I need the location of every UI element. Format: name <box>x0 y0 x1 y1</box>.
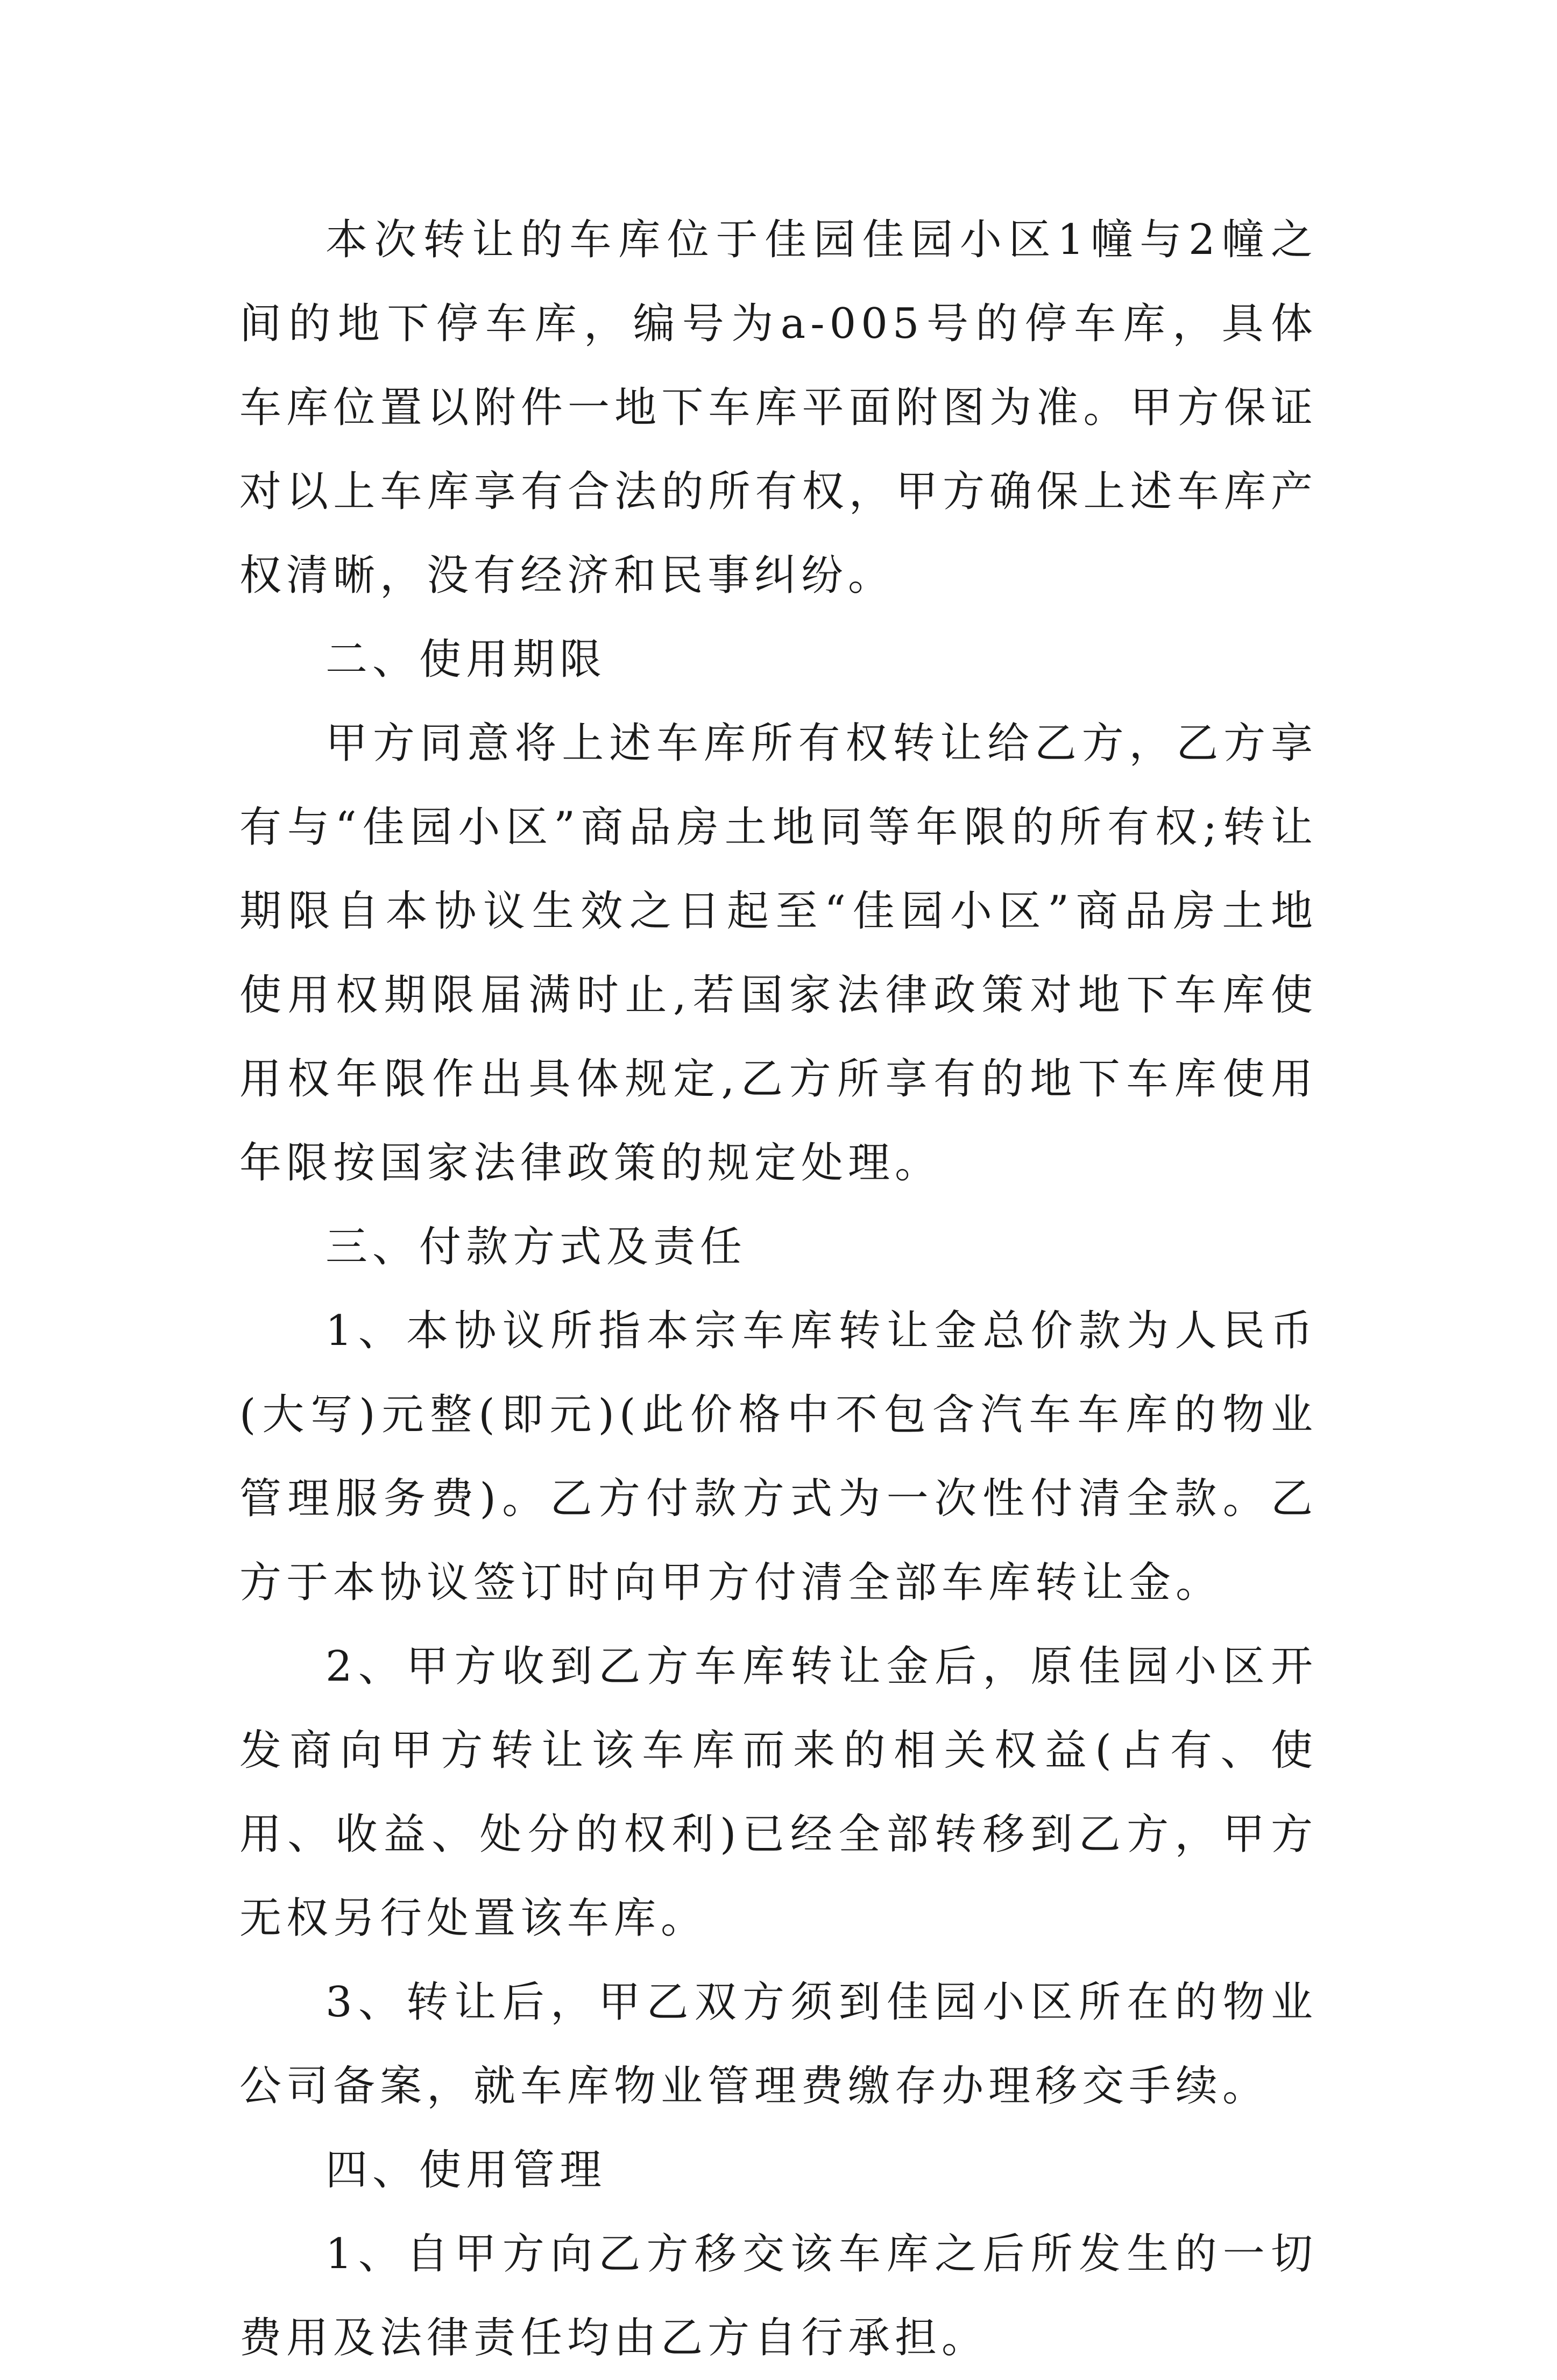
paragraph-usage-management-costs: 1、自甲方向乙方移交该车库之后所发生的一切费用及法律责任均由乙方自行承担。 <box>239 2230 1318 2362</box>
section-heading-usage-period: 二、使用期限 <box>325 635 607 684</box>
paragraph-payment-property-filing: 3、转让后，甲乙双方须到佳园小区所在的物业公司备案，就车库物业管理费缴存办理移交手续。 <box>239 1978 1318 2110</box>
paragraph-payment-price: 1、本协议所指本宗车库转让金总价款为人民币(大写)元整(即元)(此价格中不包含汽车车库的物业管理服务费)。乙方付款方式为一次性付清全款。乙方于本协议签订时向甲方付清全部车库转让金。 <box>239 1307 1318 1607</box>
paragraph-garage-location: 本次转让的车库位于佳园佳园小区1幢与2幢之间的地下停车库，编号为a-005号的停车库，具体车库位置以附件一地下车库平面附图为准。甲方保证对以上车库享有合法的所有权，甲方确保上述车库产权清晰，没有经济和民事纠纷。 <box>239 216 1318 600</box>
paragraph-payment-rights-transfer: 2、甲方收到乙方车库转让金后，原佳园小区开发商向甲方转让该车库而来的相关权益(占有、使用、收益、处分的权利)已经全部转移到乙方，甲方无权另行处置该车库。 <box>239 1642 1318 1943</box>
section-heading-payment: 三、付款方式及责任 <box>325 1223 747 1271</box>
document-body <box>239 198 1318 2380</box>
paragraph-usage-period: 甲方同意将上述车库所有权转让给乙方，乙方享有与“佳园小区”商品房土地同等年限的所有权;转让期限自本协议生效之日起至“佳园小区”商品房土地使用权期限届满时止,若国家法律政策对地下车库使用权年限作出具体规定,乙方所享有的地下车库使用年限按国家法律政策的规定处理。 <box>239 719 1318 1187</box>
section-heading-usage-management: 四、使用管理 <box>325 2146 607 2194</box>
